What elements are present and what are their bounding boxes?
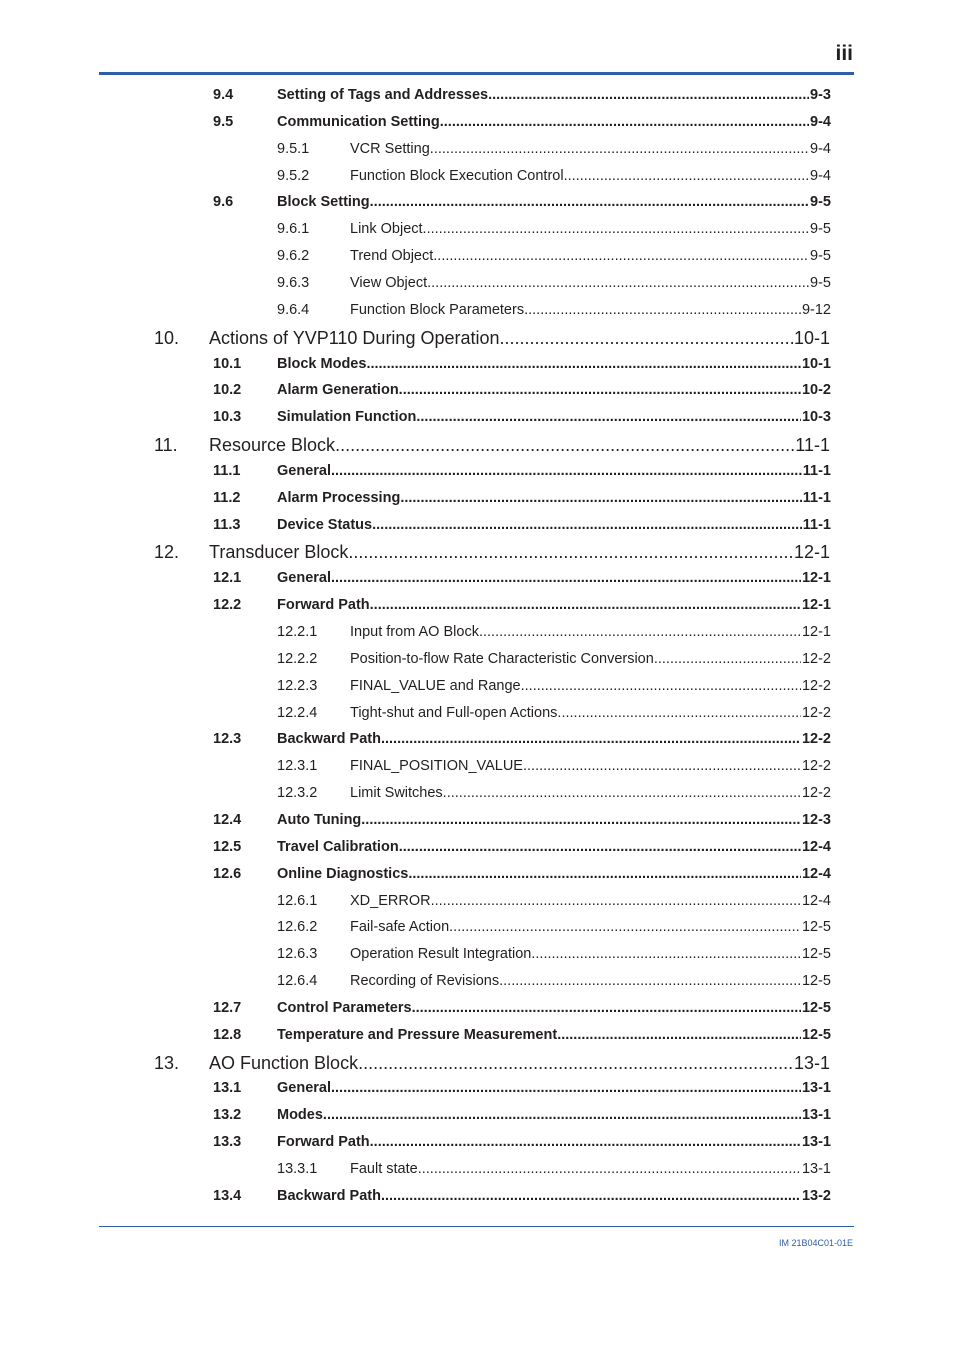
- toc-entry-page: 10-3: [801, 409, 831, 426]
- toc-entry-number: 12.2.3: [277, 677, 318, 694]
- toc-entry-title: General: [277, 570, 331, 587]
- document-code: IM 21B04C01-01E: [778, 1238, 853, 1248]
- toc-section-entry[interactable]: [277, 893, 831, 915]
- toc-entry-page: 9-5: [810, 248, 831, 265]
- toc-dot-leader: [370, 597, 801, 613]
- toc-entry-title: Device Status: [277, 516, 373, 533]
- toc-dot-leader: [531, 946, 801, 962]
- toc-entry-page: 12-4: [801, 838, 831, 855]
- toc-entry-page: 12-2: [801, 704, 831, 721]
- toc-entry-page: 12-1: [801, 570, 831, 587]
- toc-entry-title: FINAL_POSITION_VALUE: [350, 758, 523, 775]
- toc-entry-number: 9.5: [213, 113, 234, 130]
- toc-entry-title: VCR Setting: [350, 140, 430, 157]
- toc-entry-number: 12.2: [213, 597, 242, 614]
- toc-dot-leader: [370, 194, 809, 210]
- toc-entry-title: Trend Object: [350, 248, 434, 265]
- toc-dot-leader: [557, 705, 801, 721]
- toc-entry-number: 13.3.1: [277, 1161, 318, 1177]
- toc-entry-title: FINAL_VALUE and Range: [350, 677, 521, 694]
- toc-dot-leader: [521, 678, 801, 694]
- toc-entry-number: 9.6.2: [277, 248, 310, 265]
- toc-entry-page: 12-2: [801, 785, 831, 802]
- toc-entry-number: 11.: [154, 435, 178, 456]
- toc-entry-page: 11-1: [802, 462, 831, 479]
- toc-entry-page: 12-5: [801, 1026, 831, 1043]
- toc-entry-number: 13.3: [213, 1134, 242, 1151]
- toc-section-entry[interactable]: [213, 1000, 831, 1022]
- toc-entry-number: 11.1: [213, 462, 241, 479]
- toc-entry-title: Link Object: [350, 221, 423, 238]
- toc-entry-title: Communication Setting: [277, 113, 440, 130]
- toc-entry-number: 9.5.2: [277, 167, 310, 184]
- toc-entry-page: 11-1: [802, 516, 831, 533]
- toc-section-entry[interactable]: [213, 517, 831, 539]
- toc-entry-number: 13.: [154, 1052, 180, 1073]
- toc-dot-leader: [427, 275, 809, 291]
- toc-dot-leader: [361, 812, 801, 828]
- toc-section-entry[interactable]: [213, 194, 831, 216]
- toc-section-entry[interactable]: [277, 624, 831, 646]
- toc-section-entry[interactable]: [277, 302, 831, 324]
- toc-dot-leader: [488, 87, 809, 103]
- toc-entry-title: Function Block Parameters: [350, 301, 525, 318]
- toc-section-entry[interactable]: [277, 973, 831, 995]
- toc-dot-leader: [523, 758, 801, 774]
- toc-entry-title: Operation Result Integration: [350, 946, 532, 963]
- toc-entry-number: 9.6.4: [277, 301, 310, 318]
- toc-section-entry[interactable]: [277, 758, 831, 780]
- toc-entry-title: General: [277, 1080, 331, 1097]
- toc-entry-number: 9.6.3: [277, 274, 310, 291]
- toc-entry-page: 9-5: [810, 194, 831, 211]
- toc-dot-leader: [381, 731, 801, 747]
- toc-dot-leader: [408, 866, 801, 882]
- toc-entry-title: Actions of YVP110 During Operation: [209, 327, 500, 348]
- toc-dot-leader: [366, 356, 801, 372]
- toc-entry-page: 11-1: [802, 489, 831, 506]
- toc-section-entry[interactable]: [213, 356, 831, 378]
- toc-entry-page: 13-1: [793, 1052, 830, 1073]
- toc-section-entry[interactable]: [277, 141, 831, 163]
- toc-dot-leader: [524, 302, 801, 318]
- toc-entry-number: 12.8: [213, 1026, 242, 1043]
- toc-dot-leader: [372, 517, 802, 533]
- toc-dot-leader: [358, 1053, 793, 1074]
- toc-entry-title: Block Setting: [277, 194, 370, 211]
- toc-entry-page: 12-4: [801, 865, 831, 882]
- toc-entry-number: 9.5.1: [277, 140, 310, 157]
- toc-entry-number: 12.6.1: [277, 892, 318, 909]
- toc-section-entry[interactable]: [213, 1188, 831, 1210]
- toc-entry-number: 12.6.2: [277, 919, 318, 936]
- toc-section-entry[interactable]: [277, 785, 831, 807]
- toc-entry-page: 10-1: [801, 355, 831, 372]
- toc-entry-page: 13-1: [801, 1161, 831, 1177]
- toc-entry-number: 12.2.1: [277, 624, 318, 640]
- toc-entry-title: Modes: [277, 1107, 323, 1124]
- toc-entry-page: 12-1: [793, 542, 830, 563]
- toc-dot-leader: [335, 435, 794, 456]
- toc-entry-number: 12.4: [213, 811, 242, 828]
- toc-section-entry[interactable]: [213, 597, 831, 619]
- toc-dot-leader: [479, 624, 801, 640]
- toc-dot-leader: [433, 248, 809, 264]
- toc-entry-title: Limit Switches: [350, 785, 443, 802]
- toc-entry-page: 12-3: [801, 811, 831, 828]
- toc-section-entry[interactable]: [277, 1161, 831, 1183]
- toc-entry-page: 9-5: [810, 221, 831, 238]
- toc-entry-title: Alarm Generation: [277, 382, 399, 399]
- toc-section-entry[interactable]: [213, 409, 831, 431]
- toc-entry-title: View Object: [350, 274, 428, 291]
- toc-entry-page: 12-4: [801, 892, 831, 909]
- toc-entry-number: 12.6.3: [277, 946, 318, 963]
- toc-entry-title: Backward Path: [277, 731, 381, 748]
- toc-entry-page: 9-3: [810, 87, 831, 103]
- toc-dot-leader: [331, 463, 802, 479]
- toc-dot-leader: [412, 1000, 801, 1016]
- toc-entry-number: 12.1: [213, 570, 242, 587]
- toc-entry-page: 9-4: [810, 113, 831, 130]
- toc-entry-page: 13-2: [801, 1187, 831, 1204]
- toc-dot-leader: [443, 785, 801, 801]
- toc-entry-title: Forward Path: [277, 1134, 370, 1151]
- toc-entry-title: Simulation Function: [277, 409, 417, 426]
- toc-dot-leader: [331, 1080, 801, 1096]
- toc-dot-leader: [423, 221, 809, 237]
- toc-entry-number: 9.6: [213, 194, 234, 211]
- footer-rule: [99, 1226, 854, 1227]
- toc-entry-title: AO Function Block: [209, 1052, 359, 1073]
- toc-entry-title: Recording of Revisions: [350, 973, 500, 990]
- toc-entry-number: 12.6: [213, 865, 242, 882]
- toc-dot-leader: [431, 893, 801, 909]
- toc-dot-leader: [564, 168, 809, 184]
- toc-entry-number: 12.7: [213, 999, 242, 1016]
- toc-entry-title: Backward Path: [277, 1187, 381, 1204]
- toc-section-entry[interactable]: [277, 919, 831, 941]
- toc-section-entry[interactable]: [277, 946, 831, 968]
- toc-entry-number: 12.3: [213, 731, 242, 748]
- toc-dot-leader: [500, 328, 793, 349]
- toc-entry-title: XD_ERROR: [350, 892, 431, 909]
- toc-entry-title: Setting of Tags and Addresses: [277, 87, 489, 103]
- toc-entry-title: Alarm Processing: [277, 489, 401, 506]
- toc-entry-number: 12.5: [213, 838, 242, 855]
- toc-entry-page: 10-1: [793, 327, 830, 348]
- toc-dot-leader: [557, 1027, 801, 1043]
- toc-entry-number: 13.1: [213, 1080, 242, 1097]
- toc-chapter-entry[interactable]: [154, 435, 830, 457]
- toc-entry-number: 12.2.4: [277, 704, 318, 721]
- toc-entry-title: General: [277, 462, 331, 479]
- toc-dot-leader: [416, 409, 801, 425]
- toc-section-entry[interactable]: [213, 382, 831, 404]
- toc-entry-page: 11-1: [795, 435, 830, 456]
- toc-section-entry[interactable]: [213, 570, 831, 592]
- toc-entry-title: Resource Block: [209, 435, 336, 456]
- toc-chapter-entry[interactable]: [154, 542, 830, 564]
- header-rule: [99, 72, 854, 75]
- toc-section-entry[interactable]: [213, 812, 831, 834]
- toc-dot-leader: [399, 382, 801, 398]
- toc-entry-title: Online Diagnostics: [277, 865, 409, 882]
- toc-entry-number: 10.1: [213, 355, 242, 372]
- toc-chapter-entry[interactable]: [154, 328, 830, 350]
- toc-section-entry[interactable]: [213, 1080, 831, 1102]
- toc-section-entry[interactable]: [277, 248, 831, 270]
- toc-section-entry[interactable]: [277, 651, 831, 673]
- toc-section-entry[interactable]: [213, 114, 831, 136]
- toc-entry-number: 12.3.2: [277, 785, 318, 802]
- toc-entry-page: 12-5: [801, 919, 831, 936]
- toc-entry-page: 10-2: [801, 382, 831, 399]
- toc-section-entry[interactable]: [213, 87, 831, 109]
- toc-section-entry[interactable]: [277, 275, 831, 297]
- toc-section-entry[interactable]: [277, 168, 831, 190]
- toc-section-entry[interactable]: [213, 839, 831, 861]
- toc-dot-leader: [323, 1107, 801, 1123]
- toc-entry-title: Temperature and Pressure Measurement: [277, 1026, 558, 1043]
- toc-entry-page: 12-2: [801, 677, 831, 694]
- toc-section-entry[interactable]: [213, 490, 831, 512]
- toc-entry-number: 13.2: [213, 1107, 242, 1124]
- toc-entry-page: 9-4: [810, 167, 831, 184]
- toc-section-entry[interactable]: [213, 463, 831, 485]
- toc-section-entry[interactable]: [277, 705, 831, 727]
- toc-dot-leader: [499, 973, 801, 989]
- toc-entry-page: 9-12: [801, 301, 831, 318]
- toc-entry-page: 12-5: [801, 946, 831, 963]
- toc-entry-page: 12-1: [801, 624, 831, 640]
- toc-entry-number: 12.2.2: [277, 650, 318, 667]
- toc-section-entry[interactable]: [277, 221, 831, 243]
- toc-entry-page: 13-1: [801, 1134, 831, 1151]
- toc-entry-page: 12-2: [801, 758, 831, 775]
- toc-entry-number: 11.3: [213, 516, 241, 533]
- toc-entry-page: 12-2: [801, 650, 831, 667]
- toc-dot-leader: [381, 1188, 801, 1204]
- toc-entry-title: Travel Calibration: [277, 838, 399, 855]
- toc-section-entry[interactable]: [213, 866, 831, 888]
- toc-entry-page: 13-1: [801, 1080, 831, 1097]
- page-number: iii: [835, 42, 853, 65]
- toc-entry-title: Function Block Execution Control: [350, 167, 564, 184]
- toc-chapter-entry[interactable]: [154, 1053, 830, 1075]
- toc-dot-leader: [399, 839, 801, 855]
- toc-entry-title: Control Parameters: [277, 999, 412, 1016]
- toc-entry-title: Position-to-flow Rate Characteristic Conversion: [350, 650, 654, 667]
- toc-dot-leader: [449, 919, 801, 935]
- toc-dot-leader: [348, 542, 793, 563]
- toc-entry-title: Transducer Block: [209, 542, 349, 563]
- toc-entry-title: Auto Tuning: [277, 811, 362, 828]
- toc-entry-page: 9-4: [810, 140, 831, 157]
- toc-entry-title: Tight-shut and Full-open Actions: [350, 704, 558, 721]
- toc-entry-number: 12.: [154, 542, 180, 563]
- toc-dot-leader: [440, 114, 809, 130]
- toc-entry-number: 13.4: [213, 1187, 242, 1204]
- toc-entry-page: 13-1: [801, 1107, 831, 1124]
- toc-dot-leader: [370, 1134, 801, 1150]
- toc-dot-leader: [418, 1161, 801, 1177]
- toc-dot-leader: [400, 490, 801, 506]
- toc-entry-page: 12-2: [801, 731, 831, 748]
- toc-entry-number: 10.2: [213, 382, 242, 399]
- toc-entry-number: 12.3.1: [277, 758, 318, 775]
- toc-section-entry[interactable]: [213, 1027, 831, 1049]
- toc-section-entry[interactable]: [213, 1107, 831, 1129]
- toc-entry-title: Fail-safe Action: [350, 919, 450, 936]
- toc-entry-number: 10.3: [213, 409, 242, 426]
- toc-entry-page: 12-5: [801, 973, 831, 990]
- toc-entry-title: Fault state: [350, 1161, 418, 1177]
- toc-entry-page: 12-1: [801, 597, 831, 614]
- toc-entry-page: 9-5: [810, 274, 831, 291]
- toc-dot-leader: [654, 651, 801, 667]
- toc-section-entry[interactable]: [213, 1134, 831, 1156]
- toc-entry-number: 12.6.4: [277, 973, 318, 990]
- toc-section-entry[interactable]: [277, 678, 831, 700]
- toc-section-entry[interactable]: [213, 731, 831, 753]
- toc-entry-title: Forward Path: [277, 597, 370, 614]
- toc-entry-number: 11.2: [213, 489, 241, 506]
- toc-entry-number: 10.: [154, 327, 180, 348]
- toc-entry-number: 9.4: [213, 87, 234, 103]
- toc-entry-title: Block Modes: [277, 355, 367, 372]
- toc-entry-page: 12-5: [801, 999, 831, 1016]
- toc-entry-title: Input from AO Block: [350, 624, 479, 640]
- toc-dot-leader: [331, 570, 801, 586]
- toc-entry-number: 9.6.1: [277, 221, 310, 238]
- toc-dot-leader: [430, 141, 809, 157]
